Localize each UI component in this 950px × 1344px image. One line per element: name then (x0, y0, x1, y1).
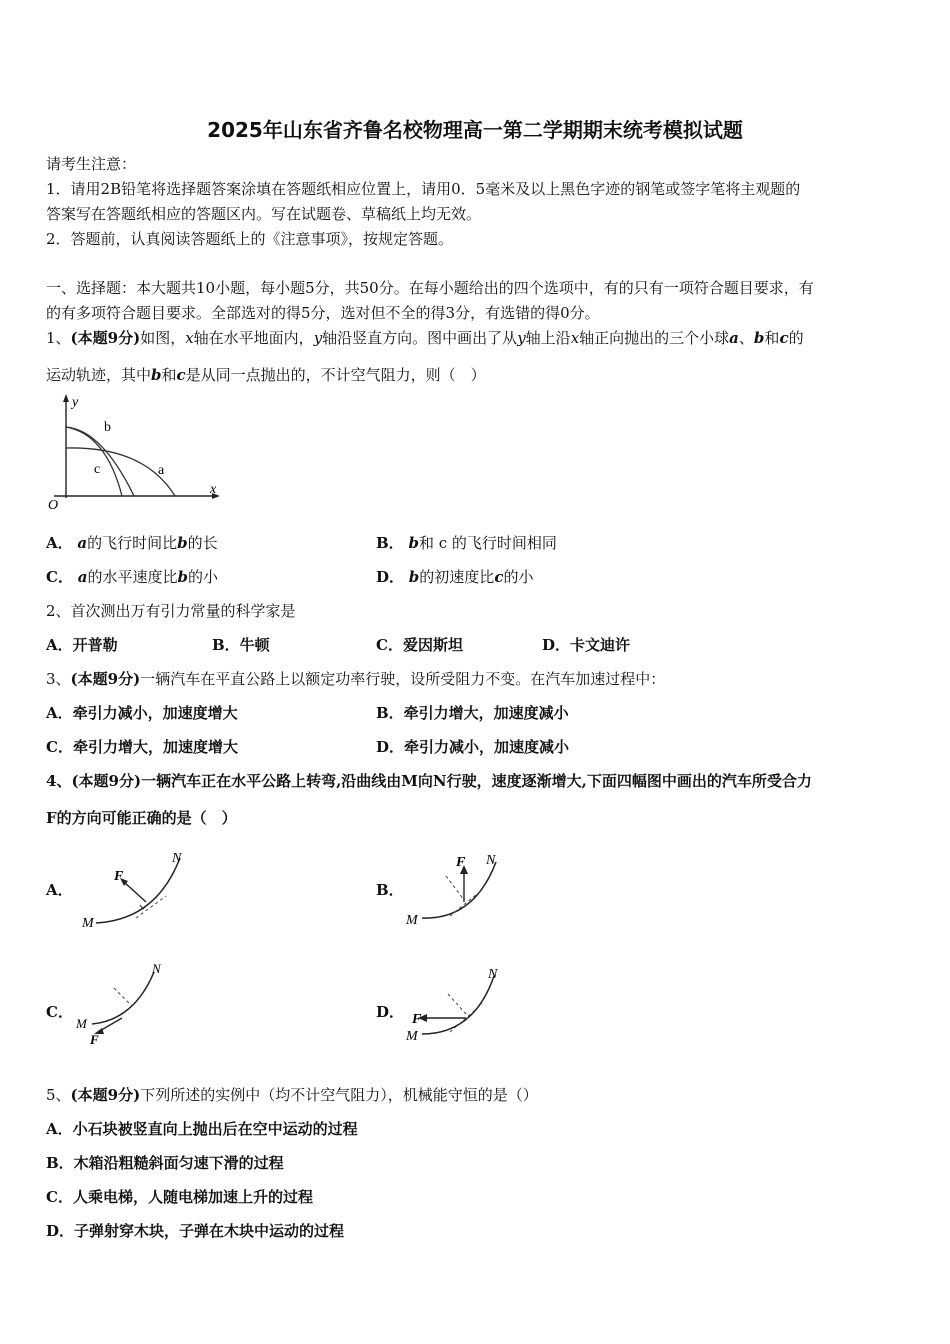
q1-var-b: b (408, 534, 419, 552)
q4-c-label-f: F (90, 1032, 99, 1046)
q3-text: 一辆汽车在平直公路上以额定功率行驶，设所受阻力不变。在汽车加速过程中： (140, 670, 666, 688)
q3-option-b[interactable]: B．牵引力增大，加速度减小 (376, 704, 569, 722)
q4-c-label-m: M (76, 1016, 87, 1031)
q2-stem: 2、首次测出万有引力常量的科学家是 (46, 602, 296, 620)
q1-var-c: c (494, 568, 504, 586)
q1-fig-label-x: x (210, 482, 217, 497)
q1-var-x: x (570, 329, 580, 347)
q1-option-d-text: 的初速度比 (419, 568, 495, 586)
q1-var-a: a (77, 534, 88, 552)
q1-var-b: b (408, 568, 420, 586)
q1-option-c-label: C． (46, 568, 73, 586)
notice-line-1a: 1．请用2B铅笔将选择题答案涂填在答题纸相应位置上，请用0．5毫米及以上黑色字迹的钢笔或签字笔将主观题的 (46, 180, 801, 198)
q1-fig-label-y: y (72, 395, 79, 410)
notice-heading: 请考生注意： (46, 155, 137, 173)
q4-tag: (本题9分) (71, 772, 142, 790)
q4-option-c-label[interactable]: C． (46, 1003, 73, 1021)
q3-option-a[interactable]: A．牵引力减小，加速度增大 (46, 704, 238, 722)
q3-option-d[interactable]: D．牵引力减小，加速度减小 (376, 738, 570, 756)
q1-text: 如图， (140, 329, 186, 347)
q1-fig-label-c: c (94, 462, 101, 477)
q1-stem-line-1 (46, 327, 804, 348)
q4-d-normal (448, 994, 466, 1014)
q1-trajectory-figure (44, 392, 234, 512)
q1-text: 是从同一点抛出的，不计空气阻力，则（ ） (185, 366, 486, 384)
q4-a-label-m: M (82, 916, 94, 930)
q4-b-label-n: N (486, 853, 496, 868)
q1-fig-label-o: O (48, 498, 59, 512)
q1-text: 轴沿竖直方向。图中画出了从 (322, 329, 518, 347)
q1-var-a: a (729, 329, 739, 347)
q1-tag: (本题9分) (70, 329, 141, 347)
q4-a-force-arrow (124, 882, 146, 902)
q1-option-a-text: 的飞行时间比 (87, 534, 178, 552)
q3-tag: (本题9分) (70, 670, 141, 688)
q1-option-c-text: 的水平速度比 (87, 568, 178, 586)
q4-b-normal (446, 876, 464, 900)
q1-var-b: b (177, 534, 188, 552)
q1-fig-label-a: a (158, 463, 165, 478)
q1-text: 的 (788, 329, 804, 347)
q4-b-label-m: M (406, 913, 418, 928)
q4-number: 4、 (46, 772, 72, 790)
q4-a-curve (96, 858, 180, 923)
q5-option-a[interactable]: A．小石块被竖直向上抛出后在空中运动的过程 (46, 1120, 358, 1138)
page-title: 2025年山东省齐鲁名校物理高一第二学期期末统考模拟试题 (207, 118, 743, 142)
q5-number: 5、 (46, 1086, 71, 1104)
q4-figure-a (76, 848, 196, 930)
q1-var-b: b (177, 568, 188, 586)
q1-option-a-text: 的长 (187, 534, 218, 552)
q4-option-b-label[interactable]: B． (376, 881, 404, 899)
q1-option-b[interactable] (376, 532, 557, 553)
q4-d-label-n: N (488, 967, 498, 982)
q1-option-a[interactable] (46, 532, 218, 553)
q2-option-a[interactable]: A．开普勒 (46, 636, 118, 654)
q1-option-d[interactable] (376, 566, 533, 587)
q1-text: 轴在水平地面内， (193, 329, 314, 347)
q1-option-b-text: 和 c 的飞行时间相同 (418, 534, 557, 552)
section-1-line-2: 的有多项符合题目要求。全部选对的得5分，选对但不全的得3分，有选错的得0分。 (46, 304, 600, 322)
q1-option-d-label: D． (376, 568, 405, 586)
q5-option-c[interactable]: C．人乘电梯，人随电梯加速上升的过程 (46, 1188, 313, 1206)
q4-a-label-n: N (172, 851, 182, 866)
q1-var-y: y (313, 329, 323, 347)
q1-text: 、 (738, 329, 754, 347)
q4-b-curve (422, 862, 496, 918)
q1-text: 轴正向抛出的三个小球 (579, 329, 730, 347)
q2-option-b[interactable]: B．牛顿 (212, 636, 270, 654)
notice-line-2: 2．答题前，认真阅读答题纸上的《注意事项》，按规定答题。 (46, 230, 454, 248)
q4-a-label-f: F (114, 869, 124, 884)
q4-d-label-f: F (412, 1012, 422, 1027)
q2-option-c[interactable]: C．爱因斯坦 (376, 636, 463, 654)
q1-option-d-text: 的小 (503, 568, 534, 586)
q1-stem-line-2 (46, 364, 486, 385)
q4-text: 一辆汽车正在水平公路上转弯,沿曲线由M向N行驶，速度逐渐增大,下面四幅图中画出的汽车所受合力 (141, 772, 812, 790)
q4-figure-d (404, 962, 524, 1048)
q1-var-a: a (77, 568, 88, 586)
q4-d-label-m: M (406, 1029, 418, 1044)
q1-var-x: x (185, 329, 194, 347)
q4-figure-c (74, 960, 184, 1046)
q4-option-d-label[interactable]: D． (376, 1003, 405, 1021)
q4-figure-b (404, 848, 524, 930)
q1-var-c: c (176, 366, 186, 384)
q2-option-d[interactable]: D．卡文迪许 (542, 636, 631, 654)
q1-y-arrow (63, 394, 69, 402)
q4-c-label-n: N (152, 961, 161, 976)
q1-var-b: b (753, 329, 765, 347)
notice-line-1b: 答案写在答题纸相应的答题区内。写在试题卷、草稿纸上均无效。 (46, 205, 482, 223)
q5-tag: (本题9分) (70, 1086, 141, 1104)
q4-c-normal (114, 988, 132, 1006)
q4-stem-line-2: F的方向可能正确的是（ ） (46, 809, 237, 827)
q1-option-a-label: A． (46, 534, 73, 552)
q1-option-b-label: B． (376, 534, 404, 552)
q1-text: 和 (161, 366, 177, 384)
q5-text: 下列所述的实例中（均不计空气阻力），机械能守恒的是（） (140, 1086, 538, 1104)
q1-text: 和 (764, 329, 780, 347)
q4-c-curve (92, 972, 154, 1024)
q1-text: 轴上沿 (525, 329, 571, 347)
q1-text: 运动轨迹，其中 (46, 366, 152, 384)
q1-fig-label-b: b (104, 420, 111, 435)
q1-var-y: y (517, 329, 526, 347)
section-1-line-1: 一、选择题：本大题共10小题，每小题5分，共50分。在每小题给出的四个选项中，有的只有一项符合题目要求，有 (46, 279, 814, 297)
q1-var-b: b (151, 366, 162, 384)
q1-number: 1、 (46, 329, 71, 347)
q1-var-c: c (779, 329, 789, 347)
q3-stem (46, 668, 665, 689)
q3-number: 3、 (46, 670, 71, 688)
q1-option-c[interactable] (46, 566, 218, 587)
q1-option-c-text: 的小 (187, 568, 218, 586)
q4-stem-line-1 (46, 770, 812, 791)
q4-a-tangent (136, 896, 166, 918)
q4-b-label-f: F (456, 855, 466, 870)
q5-option-b[interactable]: B．木箱沿粗糙斜面匀速下滑的过程 (46, 1154, 284, 1172)
q5-option-d[interactable]: D．子弹射穿木块，子弹在木块中运动的过程 (46, 1222, 345, 1240)
q4-option-a-label[interactable]: A． (46, 881, 73, 899)
q3-option-c[interactable]: C．牵引力增大，加速度增大 (46, 738, 238, 756)
q5-stem (46, 1084, 538, 1105)
